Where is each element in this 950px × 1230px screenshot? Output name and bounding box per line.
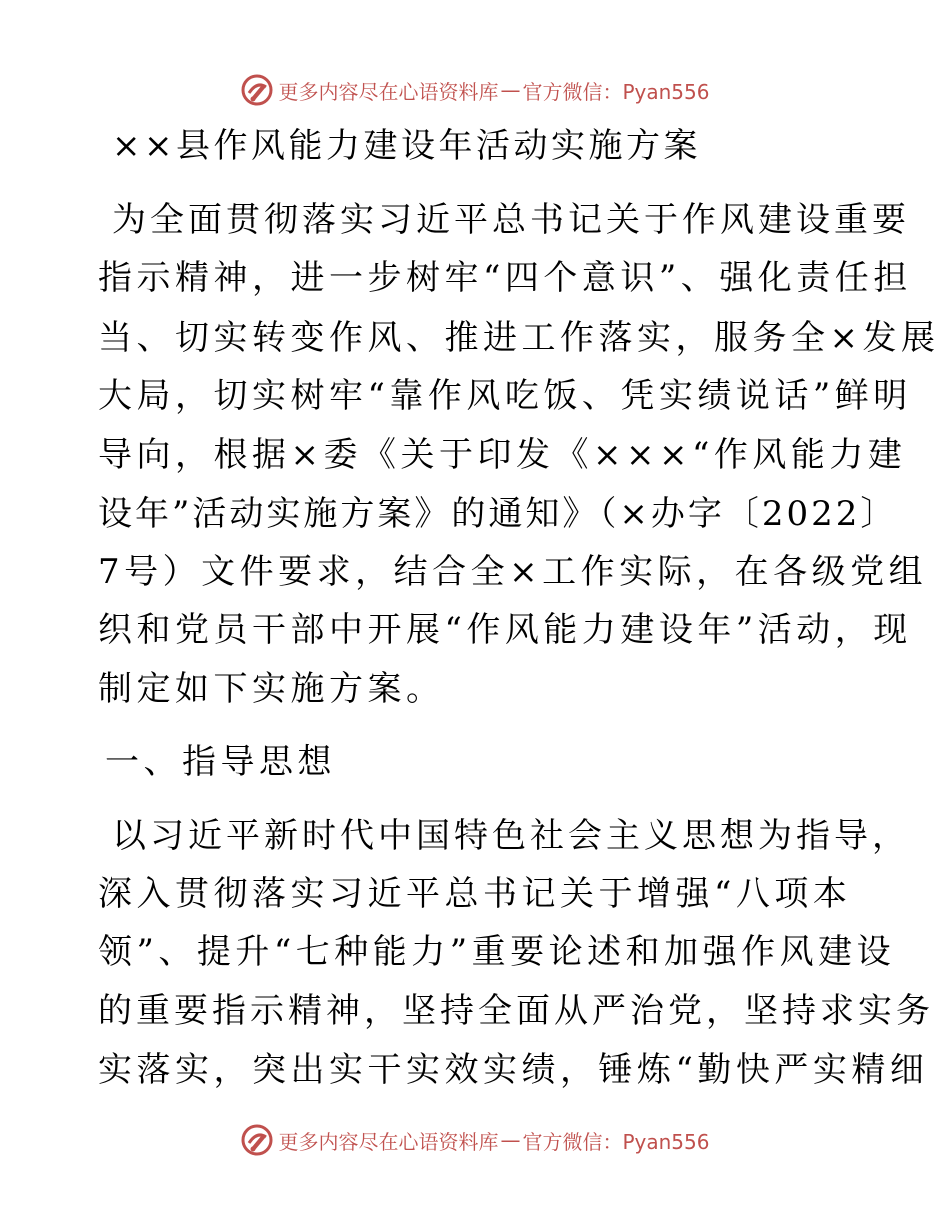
watermark-dash: — bbox=[500, 78, 521, 102]
paragraph-1-line-3: 当、切实转变作风、推进工作落实，服务全×发展 bbox=[98, 318, 940, 358]
paragraph-1-line-1: 为全面贯彻落实习近平总书记关于作风建设重要 bbox=[112, 200, 910, 240]
brand-logo-icon bbox=[240, 73, 274, 107]
watermark-main-text: 更多内容尽在心语资料库 bbox=[278, 79, 499, 104]
footer-watermark bbox=[0, 1120, 950, 1160]
header-watermark bbox=[0, 70, 950, 110]
paragraph-1-line-8: 织和党员干部中开展“作风能力建设年”活动，现 bbox=[98, 610, 912, 650]
paragraph-1-line-5: 导向，根据×委《关于印发《×××“作风能力建 bbox=[98, 435, 907, 475]
paragraph-2-line-2: 深入贯彻落实习近平总书记关于增强“八项本 bbox=[98, 874, 852, 914]
paragraph-1-line-9: 制定如下实施方案。 bbox=[98, 669, 445, 709]
watermark-contact-text: 官方微信：Pyan556 bbox=[522, 1129, 710, 1154]
paragraph-1-line-2: 指示精神，进一步树牢“四个意识”、强化责任担 bbox=[98, 258, 912, 298]
section-1-heading: 一、指导思想 bbox=[105, 742, 336, 782]
paragraph-2-line-1: 以习近平新时代中国特色社会主义思想为指导， bbox=[112, 816, 910, 856]
watermark-contact-text: 官方微信：Pyan556 bbox=[522, 79, 710, 104]
paragraph-2-line-5: 实落实，突出实干实效实绩，锤炼“勤快严实精细 bbox=[98, 1050, 929, 1090]
paragraph-1-line-4: 大局，切实树牢“靠作风吃饭、凭实绩说话”鲜明 bbox=[98, 376, 912, 416]
watermark-main-text: 更多内容尽在心语资料库 bbox=[278, 1129, 499, 1154]
paragraph-1-line-6: 设年”活动实施方案》的通知》（×办字〔2022〕 bbox=[98, 494, 898, 534]
document-title: ××县作风能力建设年活动实施方案 bbox=[112, 126, 701, 166]
paragraph-2-line-3: 领”、提升“七种能力”重要论述和加强作风建设 bbox=[98, 932, 896, 972]
paragraph-1-line-7: 7号）文件要求，结合全×工作实际，在各级党组 bbox=[98, 552, 928, 592]
brand-logo-icon bbox=[240, 1123, 274, 1157]
watermark-dash: — bbox=[500, 1128, 521, 1152]
paragraph-2-line-4: 的重要指示精神，坚持全面从严治党，坚持求实务 bbox=[98, 991, 934, 1031]
